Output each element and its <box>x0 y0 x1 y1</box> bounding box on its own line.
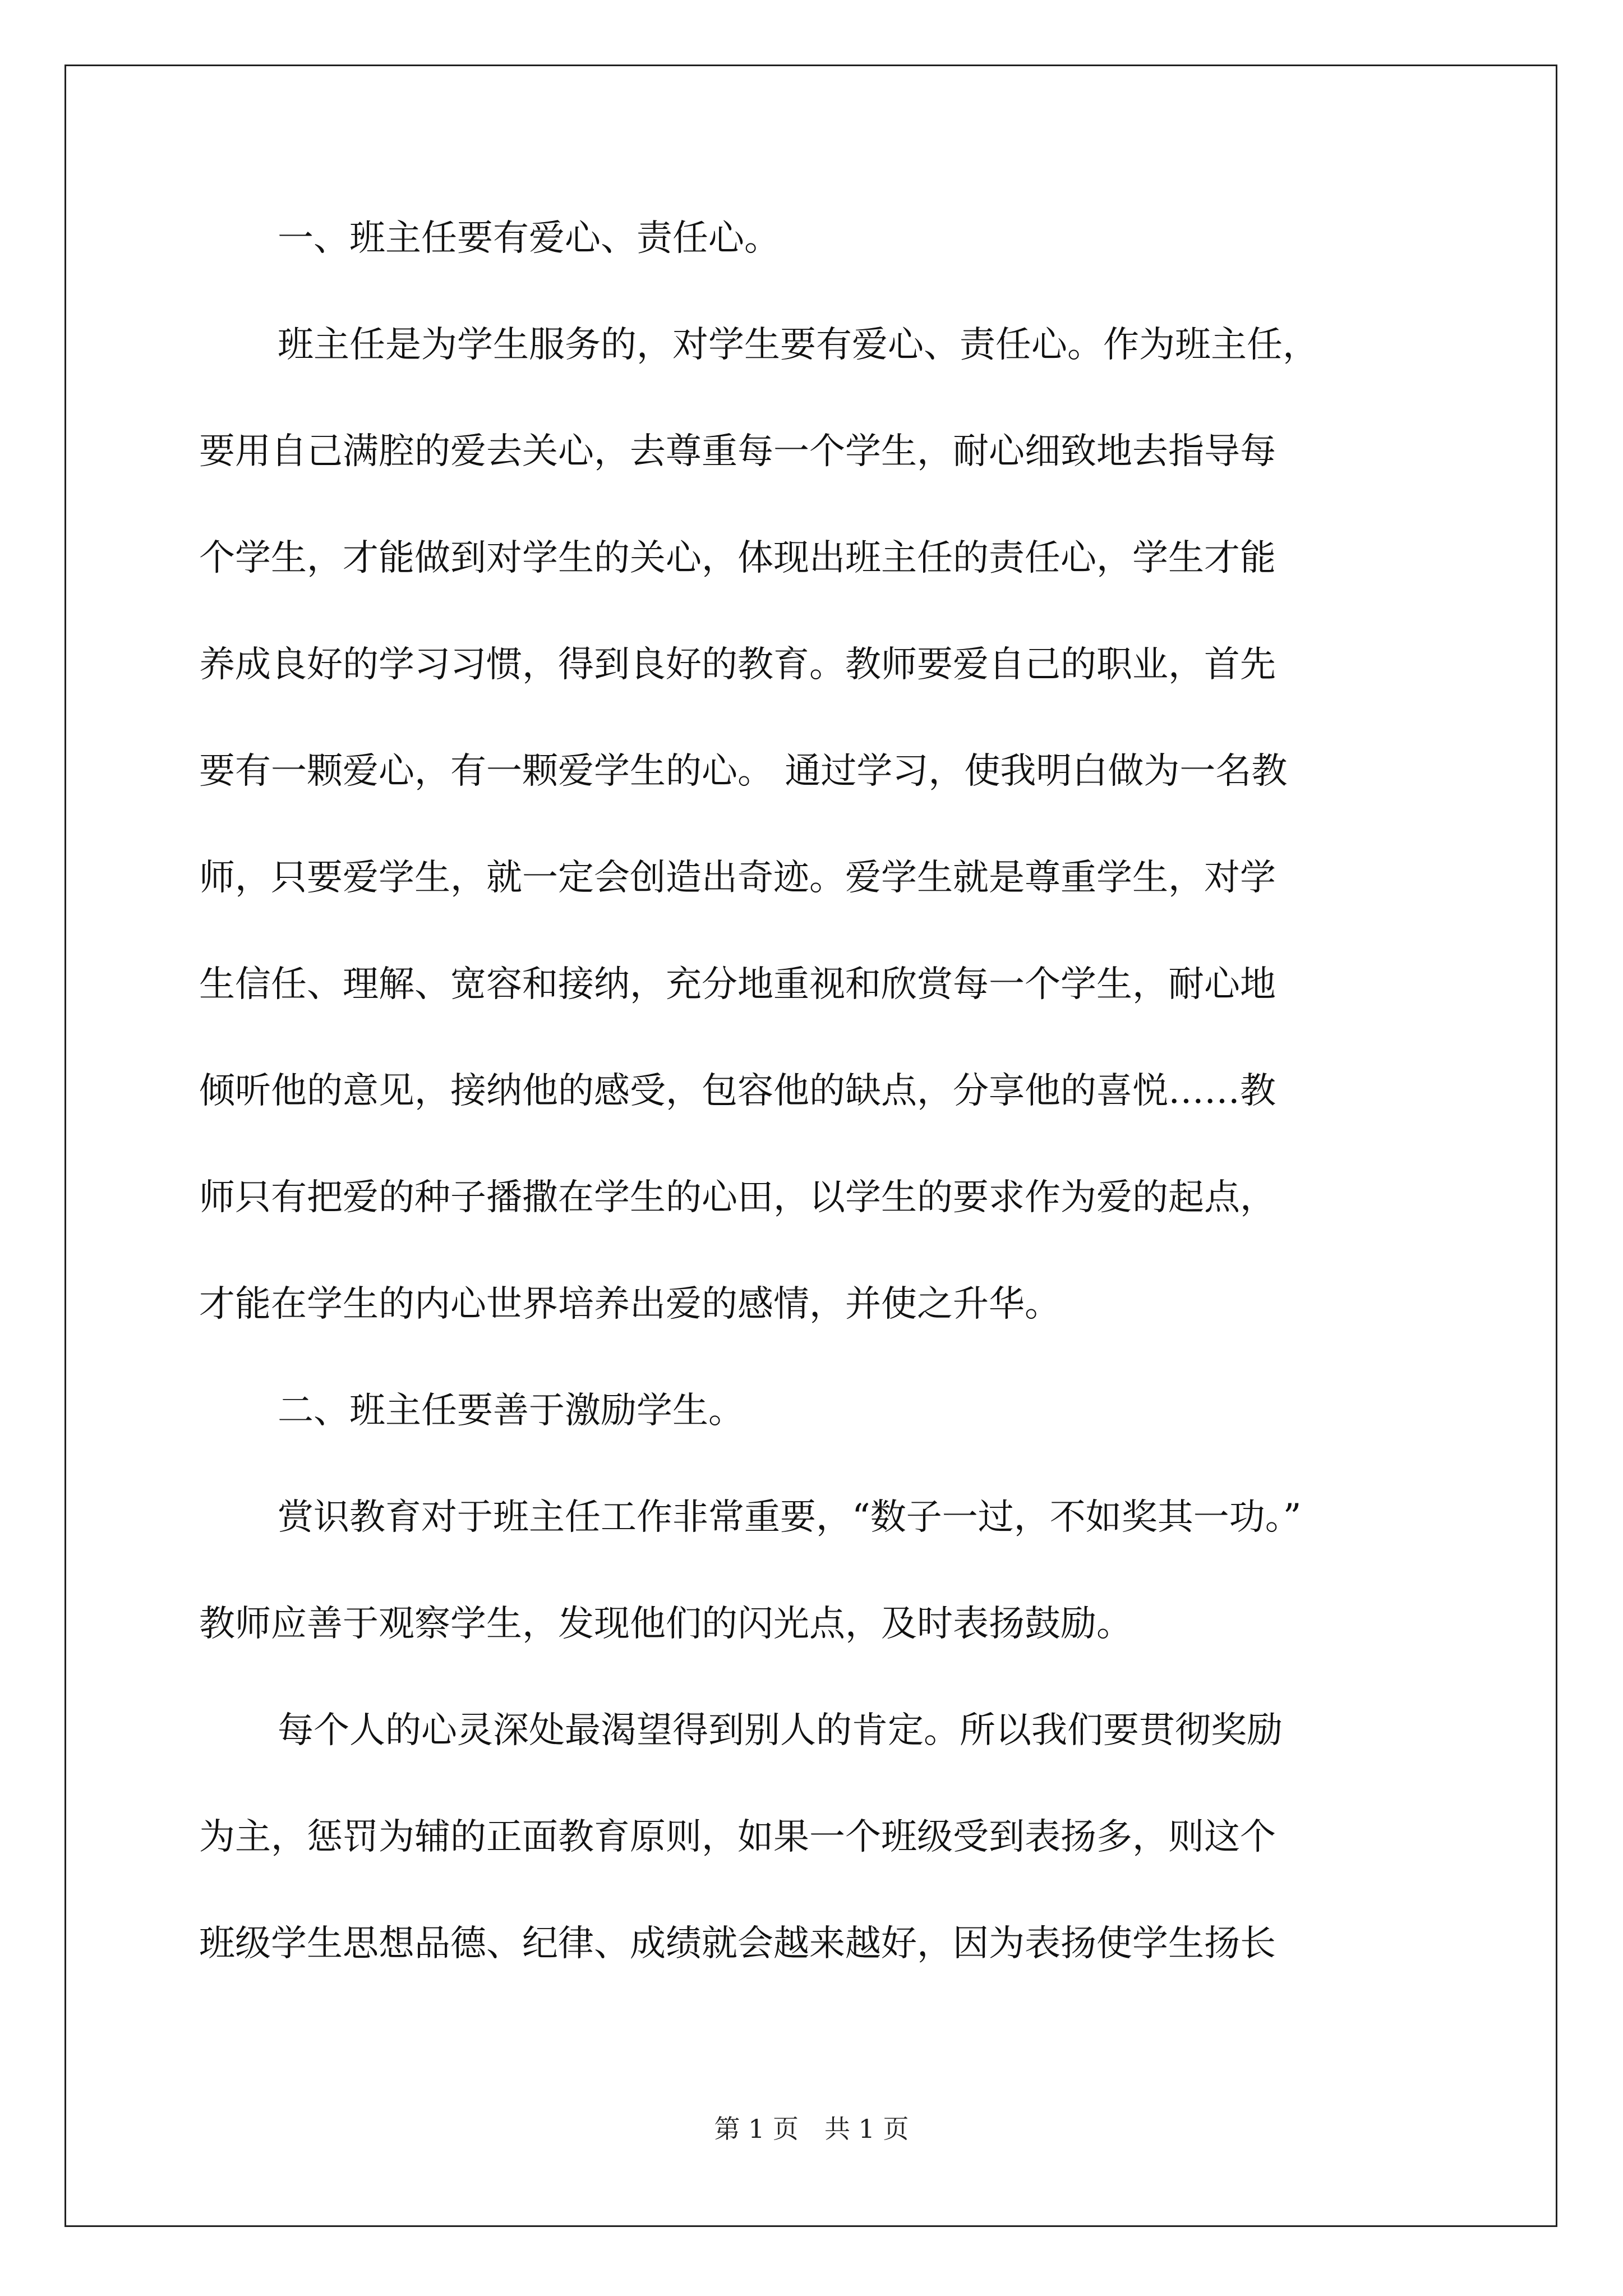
paragraph-line: 养成良好的学习习惯，得到良好的教育。教师要爱自己的职业，首先 <box>199 644 1276 685</box>
paragraph-line: 班主任是为学生服务的，对学生要有爱心、责任心。作为班主任， <box>278 324 1318 366</box>
paragraph-line: 班级学生思想品德、纪律、成绩就会越来越好，因为表扬使学生扬长 <box>199 1923 1276 1964</box>
heading-2: 二、班主任要善于激励学生。 <box>278 1390 744 1432</box>
paragraph-line: 倾听他的意见，接纳他的感受，包容他的缺点，分享他的喜悦……教 <box>199 1070 1276 1112</box>
paragraph-line: 生信任、理解、宽容和接纳，充分地重视和欣赏每一个学生，耐心地 <box>199 964 1276 1005</box>
paragraph-line: 师只有把爱的种子播撒在学生的心田，以学生的要求作为爱的起点， <box>199 1177 1276 1218</box>
paragraph-line: 每个人的心灵深处最渴望得到别人的肯定。所以我们要贯彻奖励 <box>278 1710 1283 1751</box>
paragraph-line: 师，只要爱学生，就一定会创造出奇迹。爱学生就是尊重学生，对学 <box>199 857 1276 899</box>
page-footer: 第 1 页 共 1 页 <box>714 2114 909 2144</box>
paragraph-line: 要用自己满腔的爱去关心，去尊重每一个学生，耐心细致地去指导每 <box>199 431 1276 472</box>
heading-1: 一、班主任要有爱心、责任心。 <box>278 218 780 259</box>
page-border <box>64 65 1557 2227</box>
paragraph-line: 才能在学生的内心世界培养出爱的感情，并使之升华。 <box>199 1283 1061 1325</box>
paragraph-line: 个学生，才能做到对学生的关心，体现出班主任的责任心，学生才能 <box>199 537 1276 579</box>
paragraph-line: 为主，惩罚为辅的正面教育原则，如果一个班级受到表扬多，则这个 <box>199 1816 1276 1858</box>
paragraph-line: 教师应善于观察学生，发现他们的闪光点，及时表扬鼓励。 <box>199 1603 1132 1645</box>
paragraph-line: 要有一颗爱心，有一颗爱学生的心。 通过学习，使我明白做为一名教 <box>199 751 1288 792</box>
paragraph-line: 赏识教育对于班主任工作非常重要，“数子一过，不如奖其一功。” <box>278 1497 1302 1538</box>
